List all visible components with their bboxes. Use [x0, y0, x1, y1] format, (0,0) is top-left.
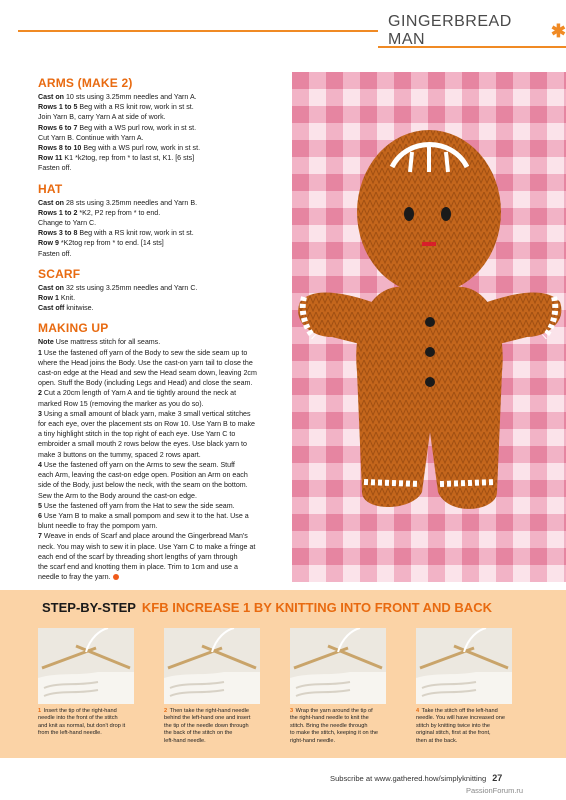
making-up-line: 4 Use the fastened off yarn on the Arms to sew the seam. Stuff	[38, 460, 235, 469]
making-up-line: make 3 buttons on the tummy, spaced 2 rows apart.	[38, 450, 201, 459]
star-icon: ✱	[550, 20, 566, 41]
instruction-line: Fasten off.	[38, 249, 72, 258]
making-up-line: side of the Body, just below the neck, with the seam on the bottom.	[38, 481, 248, 490]
making-up-line: each Arm, leaving the cast-on edge open. Position an Arm on each	[38, 471, 248, 480]
instruction-line: Row 9 *K2tog rep from * to end. [14 sts]	[38, 239, 164, 248]
making-up-line: a tiny highlight stitch in the top right of each eye. Use Yarn C to	[38, 430, 236, 439]
making-up-line: neck. You may wish to sew it in place. Use Yarn C to make a fringe at	[38, 542, 256, 551]
instruction-line: Rows 8 to 10 Beg with a WS purl row, work in st st.	[38, 144, 201, 153]
header-rule	[18, 30, 378, 32]
making-up-line: 2 Cut a 20cm length of Yarn A and tie tightly around the neck at	[38, 389, 237, 398]
gingerbread-photo	[292, 72, 566, 582]
making-up-line: 5 Use the fastened off yarn from the Hat to sew the side seam.	[38, 501, 235, 510]
instruction-line: Cast on 10 sts using 3.25mm needles and Yarn A.	[38, 93, 197, 101]
page-number: 27	[492, 773, 503, 783]
step-caption: 2 Then take the right-hand needle behind the left-hand one and insert the tip of the needle down through the back of the stitch on the left-hand needle.	[164, 708, 251, 744]
pattern-title: GINGERBREAD MAN	[388, 13, 512, 48]
kfb-step-3	[290, 628, 386, 745]
making-up-line: needle to fray the yarn.	[38, 572, 288, 582]
arms-heading: ARMS (MAKE 2)	[38, 76, 133, 90]
making-up-line: 1 Use the fastened off yarn of the Body to sew the side seam up to	[38, 348, 248, 357]
kfb-step-2	[164, 628, 260, 745]
making-up-line: cast-on edge at the Head and sew the Head seam down, leaving 2cm	[38, 369, 257, 378]
making-up-line: for each eye, over the placement sts on Row 10. Use Yarn B to make	[38, 420, 255, 429]
step-by-step-band	[0, 590, 566, 758]
kfb-step-4	[416, 628, 512, 745]
making-up-line: Sew the Arm to the Body around the cast-on edge.	[38, 491, 197, 500]
step-photo	[38, 628, 134, 704]
kfb-step-1	[38, 628, 134, 738]
step-caption: 4 Take the stitch off the left-hand needle. You will have increased one stitch by knitting twice into the original stitch, first at the front, then at the back.	[416, 708, 505, 744]
step-photo	[416, 628, 512, 704]
instruction-line: Rows 1 to 2 *K2, P2 rep from * to end.	[38, 208, 161, 217]
section-tag	[378, 13, 566, 48]
step-caption: 1 Insert the tip of the right-hand needle into the front of the stitch and knit as normal, but don't drop it from the left-hand needle.	[38, 708, 126, 737]
instruction-line: Rows 1 to 5 Beg with a RS knit row, work in st st.	[38, 103, 194, 112]
step-by-step-title: STEP-BY-STEP KFB INCREASE 1 BY KNITTING INTO FRONT AND BACK	[42, 600, 492, 615]
making-up-line: 3 Using a small amount of black yarn, make 3 small vertical stitches	[38, 409, 251, 418]
instruction-line: Cut Yarn B. Continue with Yarn A.	[38, 133, 144, 142]
making-up-line: blunt needle to fray the pompom yarn.	[38, 522, 158, 531]
making-up-line: embroider a small mouth 2 rows below the eyes. Use black yarn to	[38, 440, 247, 449]
making-up-line: open. Stuff the Body (including Legs and Head) and close the seam.	[38, 379, 253, 388]
instruction-line: Row 1 Knit.	[38, 294, 76, 303]
instruction-line: Row 11 K1 *k2tog, rep from * to last st, K1. [6 sts]	[38, 154, 195, 163]
step-photo	[290, 628, 386, 704]
arms-lines	[38, 92, 288, 174]
making-up-line: marked Row 15 (removing the marker as you do so).	[38, 399, 204, 408]
instruction-line: Rows 3 to 8 Beg with a RS knit row, work in st st.	[38, 229, 194, 238]
watermark: PassionForum.ru	[466, 786, 524, 795]
making-up-line: where the Head joins the Body. Use the cast-on yarn tail to close the	[38, 358, 253, 367]
step-caption: 3 Wrap the yarn around the tip of the right-hand needle to knit the stitch. Bring the needle through to make the stitch, keeping it on the right-hand needle.	[290, 708, 378, 744]
subscribe-text: Subscribe at www.gathered.how/simplyknitting	[330, 774, 487, 783]
instruction-line: Cast on 32 sts using 3.25mm needles and Yarn C.	[38, 283, 198, 292]
making-up-heading: MAKING UP	[38, 321, 109, 336]
making-up-line: 7 Weave in ends of Scarf and place around the Gingerbread Man's	[38, 532, 248, 541]
making-up-steps	[38, 348, 288, 583]
making-up-note: Note Use mattress stitch for all seams.	[38, 338, 161, 347]
hat-heading: HAT	[38, 181, 63, 196]
instruction-line: Cast on 28 sts using 3.25mm needles and Yarn B.	[38, 198, 198, 207]
instruction-line: Cast off knitwise.	[38, 304, 94, 313]
end-mark-icon	[113, 574, 119, 580]
instructions-column	[38, 72, 288, 582]
hat-lines	[38, 198, 288, 259]
page-footer	[330, 773, 502, 783]
making-up-line: the scarf end and knotting them in place. Trim to 1cm and use a	[38, 562, 238, 571]
instruction-line: Rows 6 to 7 Beg with a WS purl row, work in st st.	[38, 123, 197, 132]
instruction-line: Change to Yarn C.	[38, 219, 97, 228]
making-up-line: each end of the scarf by threading short lengths of yarn through	[38, 552, 238, 561]
scarf-heading: SCARF	[38, 266, 81, 281]
instruction-line: Fasten off.	[38, 164, 72, 173]
scarf-lines	[38, 283, 288, 314]
instruction-line: Join Yarn B, carry Yarn A at side of work.	[38, 113, 166, 122]
step-photo	[164, 628, 260, 704]
making-up-line: 6 Use Yarn B to make a small pompom and sew it to the hat. Use a	[38, 511, 249, 520]
